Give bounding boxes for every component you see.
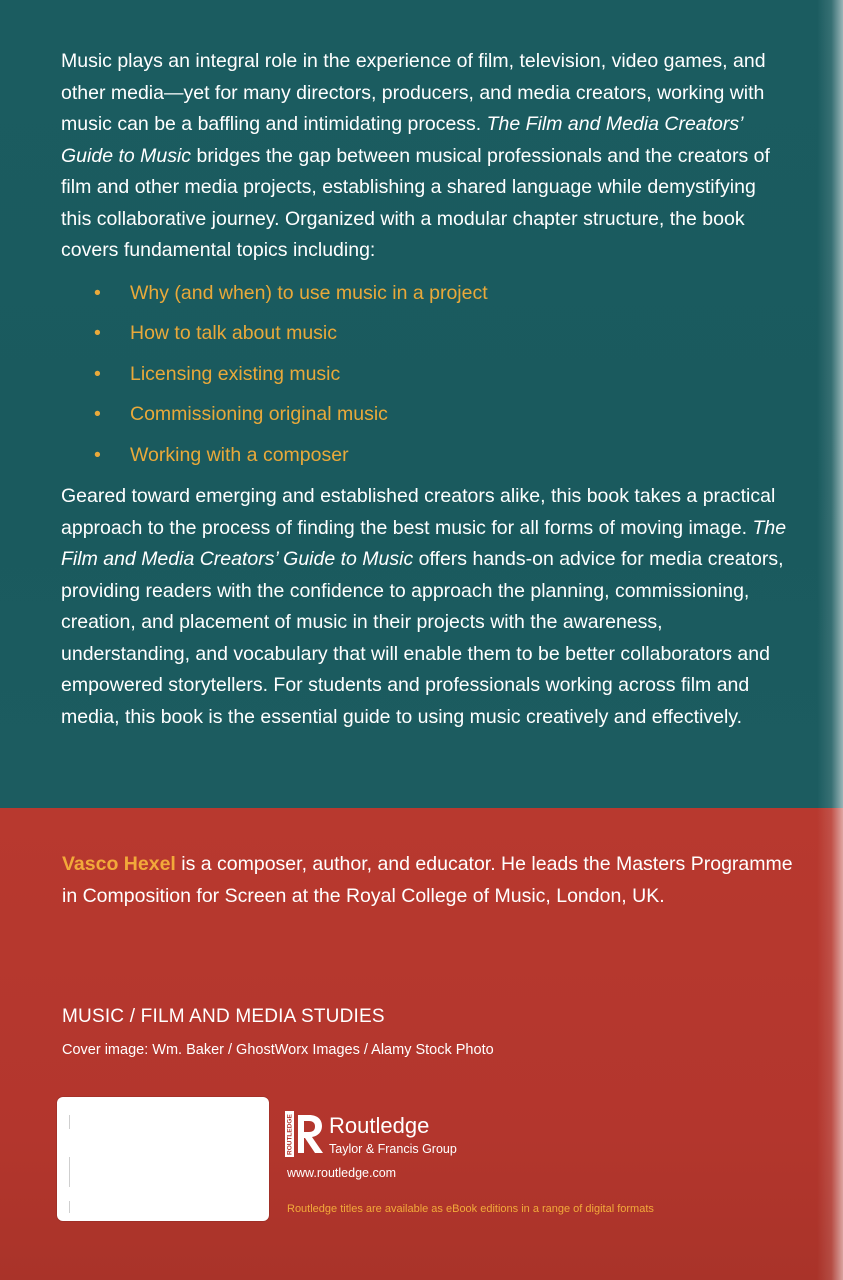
bullet-icon: • xyxy=(94,443,101,466)
topic-item: • Why (and when) to use music in a project xyxy=(61,273,791,314)
book-description xyxy=(61,46,791,733)
topic-item: • How to talk about music xyxy=(61,313,791,354)
publisher-group: Taylor & Francis Group xyxy=(329,1142,457,1156)
ebook-note: Routledge titles are available as eBook editions in a range of digital formats xyxy=(287,1203,654,1215)
author-bio: Vasco Hexel is a composer, author, and educator. He leads the Masters Programme in Composition for Screen at the Royal College of Music, London, UK. xyxy=(62,853,793,907)
bullet-icon: • xyxy=(94,362,101,385)
topic-item: • Licensing existing music xyxy=(61,354,791,395)
publisher-name: Routledge xyxy=(329,1113,430,1138)
description-paragraph-1: Music plays an integral role in the experience of film, television, video games, and other media—yet for many directors, producers, and media creators, working with music can be a baffling and intimidating process. The Film and Media Creators’ Guide to Music bridges the gap between musical professionals and the creators of film and other media projects, establishing a shared language while demystifying this collaborative journey. Organized with a modular chapter structure, the book covers fundamental topics including: xyxy=(61,50,770,261)
subject-category: MUSIC / FILM AND MEDIA STUDIES xyxy=(62,1006,385,1027)
routledge-logo-icon xyxy=(285,1111,325,1157)
book-title: The Film and Media Creators’ Guide to Music xyxy=(61,113,743,167)
description-paragraph-2: Geared toward emerging and established creators alike, this book takes a practical approach to the process of finding the best music for all forms of moving image. The Film and Media Creators’ Guide to Music offers hands-on advice for media creators, providing readers with the confidence to approach the planning, commissioning, creation, and placement of music in their projects with the awareness, understanding, and vocabulary that will enable them to be better collaborators and empowered storytellers. For students and professionals working across film and media, this book is the essential guide to using music creatively and effectively. xyxy=(61,485,787,728)
page-edge xyxy=(817,0,843,1280)
barcode-label xyxy=(57,1097,269,1221)
publisher-url[interactable]: www.routledge.com xyxy=(287,1166,397,1180)
topic-item: • Working with a composer xyxy=(61,435,791,476)
book-title: The Film and Media Creators’ Guide to Music xyxy=(61,516,787,570)
author-name: Vasco Hexel xyxy=(62,853,176,875)
bullet-icon: • xyxy=(94,281,101,304)
bullet-icon: • xyxy=(94,322,101,344)
bullet-icon: • xyxy=(94,403,101,425)
topic-item: • Commissioning original music xyxy=(61,394,791,435)
logo-wordmark: ROUTLEDGE xyxy=(286,1114,294,1155)
topic-list xyxy=(61,273,791,476)
cover-image-credit: Cover image: Wm. Baker / GhostWorx Images / Alamy Stock Photo xyxy=(62,1042,494,1058)
